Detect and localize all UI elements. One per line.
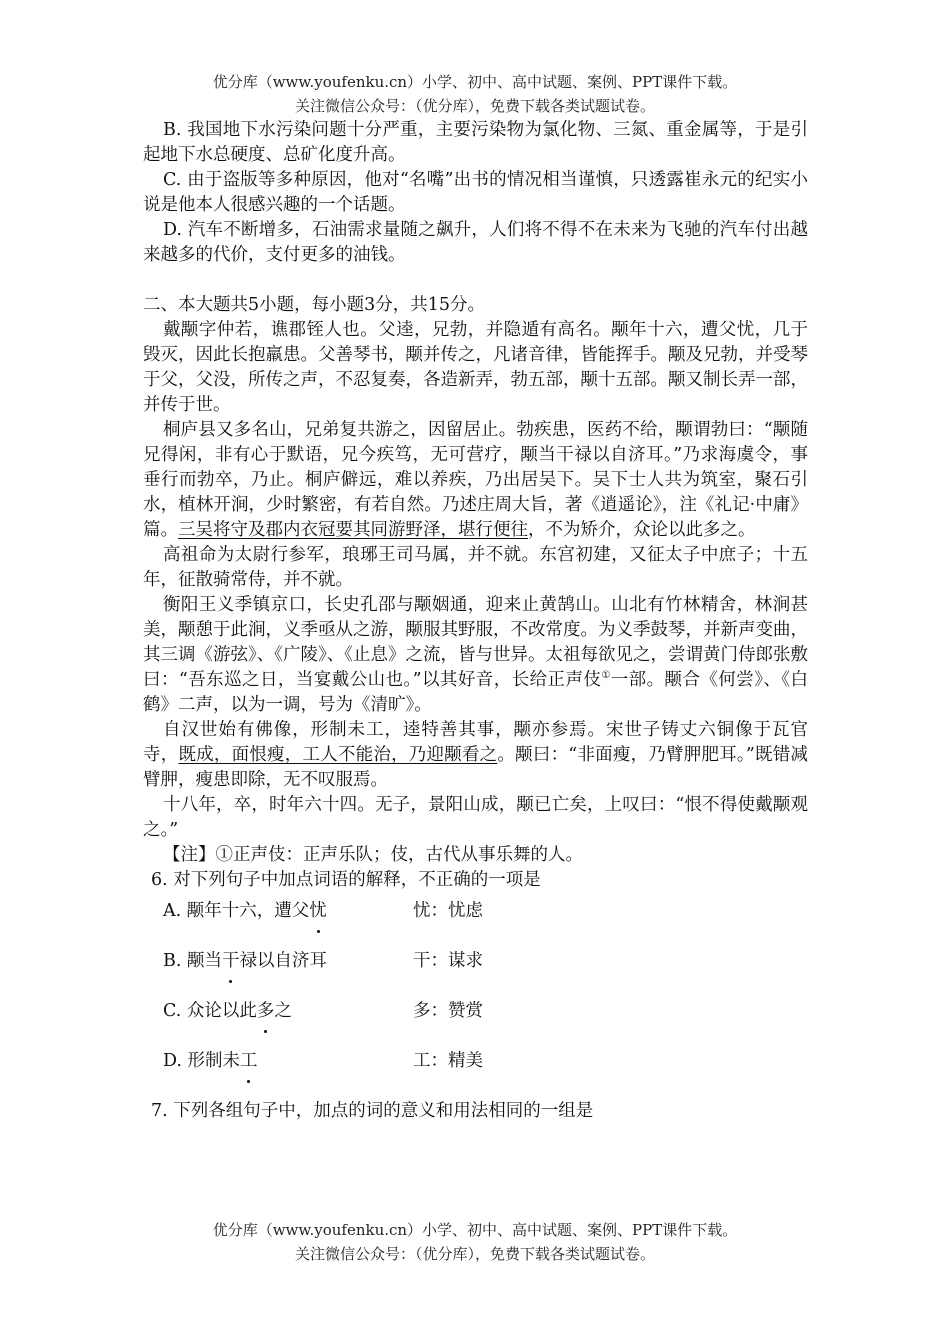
dotted-word: 忧 bbox=[309, 899, 327, 924]
choice-sentence bbox=[163, 1049, 258, 1074]
dotted-word: 干 bbox=[222, 949, 240, 974]
option-d: D. 汽车不断增多，石油需求量随之飙升，人们将不得不在未来为飞驰的汽车付出越来越多的代价，支付更多的油钱。 bbox=[143, 220, 808, 265]
choice-gloss: 工：精美 bbox=[413, 1051, 483, 1071]
choice-text: 禄以自济耳 bbox=[239, 951, 327, 971]
choice-gloss: 忧：忧虑 bbox=[413, 901, 483, 921]
question-6-stem: 6. 对下列句子中加点词语的解释，不正确的一项是 bbox=[151, 870, 541, 890]
passage-paragraph-4 bbox=[143, 593, 808, 718]
passage-paragraph-6: 十八年，卒，时年六十四。无子，景阳山成，颙已亡矣，上叹曰：“恨不得使戴颙观之。” bbox=[143, 795, 808, 840]
choice-text: 之 bbox=[274, 1001, 292, 1021]
choice-text: C. 众论以此 bbox=[163, 1001, 257, 1021]
passage-paragraph-2 bbox=[143, 418, 808, 543]
choice-b bbox=[143, 949, 808, 999]
footer-line-2: 关注微信公众号：（优分库），免费下载各类试题试卷。 bbox=[294, 1245, 655, 1263]
passage-text: 。颙曰：“非面瘦，乃臂胛肥耳。”既错减臂胛，瘦患即除，无不叹服焉。 bbox=[143, 745, 809, 790]
header-line-2: 关注微信公众号：（优分库），免费下载各类试题试卷。 bbox=[294, 97, 655, 115]
footer-line-1: 优分库（www.youfenku.cn）小学、初中、高中试题、案例、PPT课件下载。 bbox=[212, 1221, 738, 1239]
passage-text: 一部。颙合《何尝》、《白鹤》二声，以为一调，号为《清旷》。 bbox=[143, 670, 808, 715]
passage-paragraph-5 bbox=[143, 718, 808, 793]
option-b: B. 我国地下水污染问题十分严重，主要污染物为氯化物、三氮、重金属等，于是引起地下水总硬度、总矿化度升高。 bbox=[143, 120, 808, 165]
section-title: 二、本大题共5小题，每小题3分，共15分。 bbox=[143, 295, 486, 315]
choice-d bbox=[143, 1049, 808, 1099]
option-c: C. 由于盗版等多种原因，他对“名嘴”出书的情况相当谨慎，只透露崔永元的纪实小说是他本人很感兴趣的一个话题。 bbox=[143, 170, 808, 215]
passage-paragraph-3: 高祖命为太尉行参军，琅琊王司马属，并不就。东宫初建，又征太子中庶子；十五年，征散骑常侍，并不就。 bbox=[143, 545, 808, 590]
passage-paragraph-1: 戴颙字仲若，谯郡铚人也。父逵，兄勃，并隐遁有高名。颙年十六，遭父忧，几于毁灭，因此长抱羸患。父善琴书，颙并传之，凡诸音律，皆能挥手。颙及兄勃，并受琴于父，父没，所传之声，不忍复奏，各造新弄，勃五部，颙十五部。颙又制长弄一部，并传于世。 bbox=[143, 320, 808, 415]
question-6-choices bbox=[143, 899, 808, 1099]
document-body bbox=[143, 118, 808, 1124]
choice-c bbox=[143, 999, 808, 1049]
underlined-sentence-2: 既成，面恨瘦，工人不能治，乃迎颙看之 bbox=[178, 745, 498, 765]
footnote: 【注】①正声伎：正声乐队；伎，古代从事乐舞的人。 bbox=[163, 845, 583, 865]
choice-a bbox=[143, 899, 808, 949]
underlined-sentence-1: 三吴将守及郡内衣冠要其同游野泽，堪行便往 bbox=[178, 520, 528, 540]
choice-sentence bbox=[163, 999, 292, 1024]
passage-text: 衡阳王义季镇京口，长史孔邵与颙姻通，迎来止黄鹄山。山北有竹林精舍，林涧甚美，颙憩于此涧，义季亟从之游，颙服其野服，不改常度。为义季鼓琴，并新声变曲，其三调《游弦》、《广陵》、《止息》之流，皆与世异。太祖每欲见之，尝谓黄门侍郎张敷曰：“吾东巡之日，当宴戴公山也。”以其好音，长给正声伎 bbox=[143, 595, 808, 690]
header-line-1: 优分库（www.youfenku.cn）小学、初中、高中试题、案例、PPT课件下载。 bbox=[212, 73, 738, 91]
choice-text: D. 形制未 bbox=[163, 1051, 241, 1071]
dotted-word: 工 bbox=[240, 1049, 258, 1074]
choice-gloss: 多：赞赏 bbox=[413, 1001, 483, 1021]
choice-gloss: 干：谋求 bbox=[413, 951, 483, 971]
choice-sentence bbox=[163, 949, 327, 974]
choice-sentence bbox=[163, 899, 327, 924]
page-footer bbox=[0, 1218, 950, 1266]
question-7-stem: 7. 下列各组句子中，加点的词的意义和用法相同的一组是 bbox=[151, 1101, 594, 1121]
passage-text: ，不为矫介，众论以此多之。 bbox=[528, 520, 756, 540]
passage-text: 桐庐县又多名山，兄弟复共游之，因留居止。勃疾患，医药不给，颙谓勃曰：“颙随兄得闲，非有心于默语，兄今疾笃，无可营疗，颙当干禄以自济耳。”乃求海虞令，事垂行而勃卒，乃止。桐庐僻远，难以养疾，乃出居吴下。吴下士人共为筑室，聚石引水，植林开涧，少时繁密，有若自然。乃述庄周大旨，著《逍遥论》，注《礼记·中庸》篇。 bbox=[143, 420, 808, 540]
passage-text: 自汉世始有佛像，形制未工，逵特善其事，颙亦参焉。宋世子铸丈六铜像于瓦官寺， bbox=[143, 720, 808, 765]
choice-text: B. 颙当 bbox=[163, 951, 222, 971]
footnote-marker: ① bbox=[601, 670, 611, 682]
dotted-word: 多 bbox=[257, 999, 275, 1024]
page-header bbox=[0, 70, 950, 118]
choice-text: A. 颙年十六，遭父 bbox=[163, 901, 310, 921]
